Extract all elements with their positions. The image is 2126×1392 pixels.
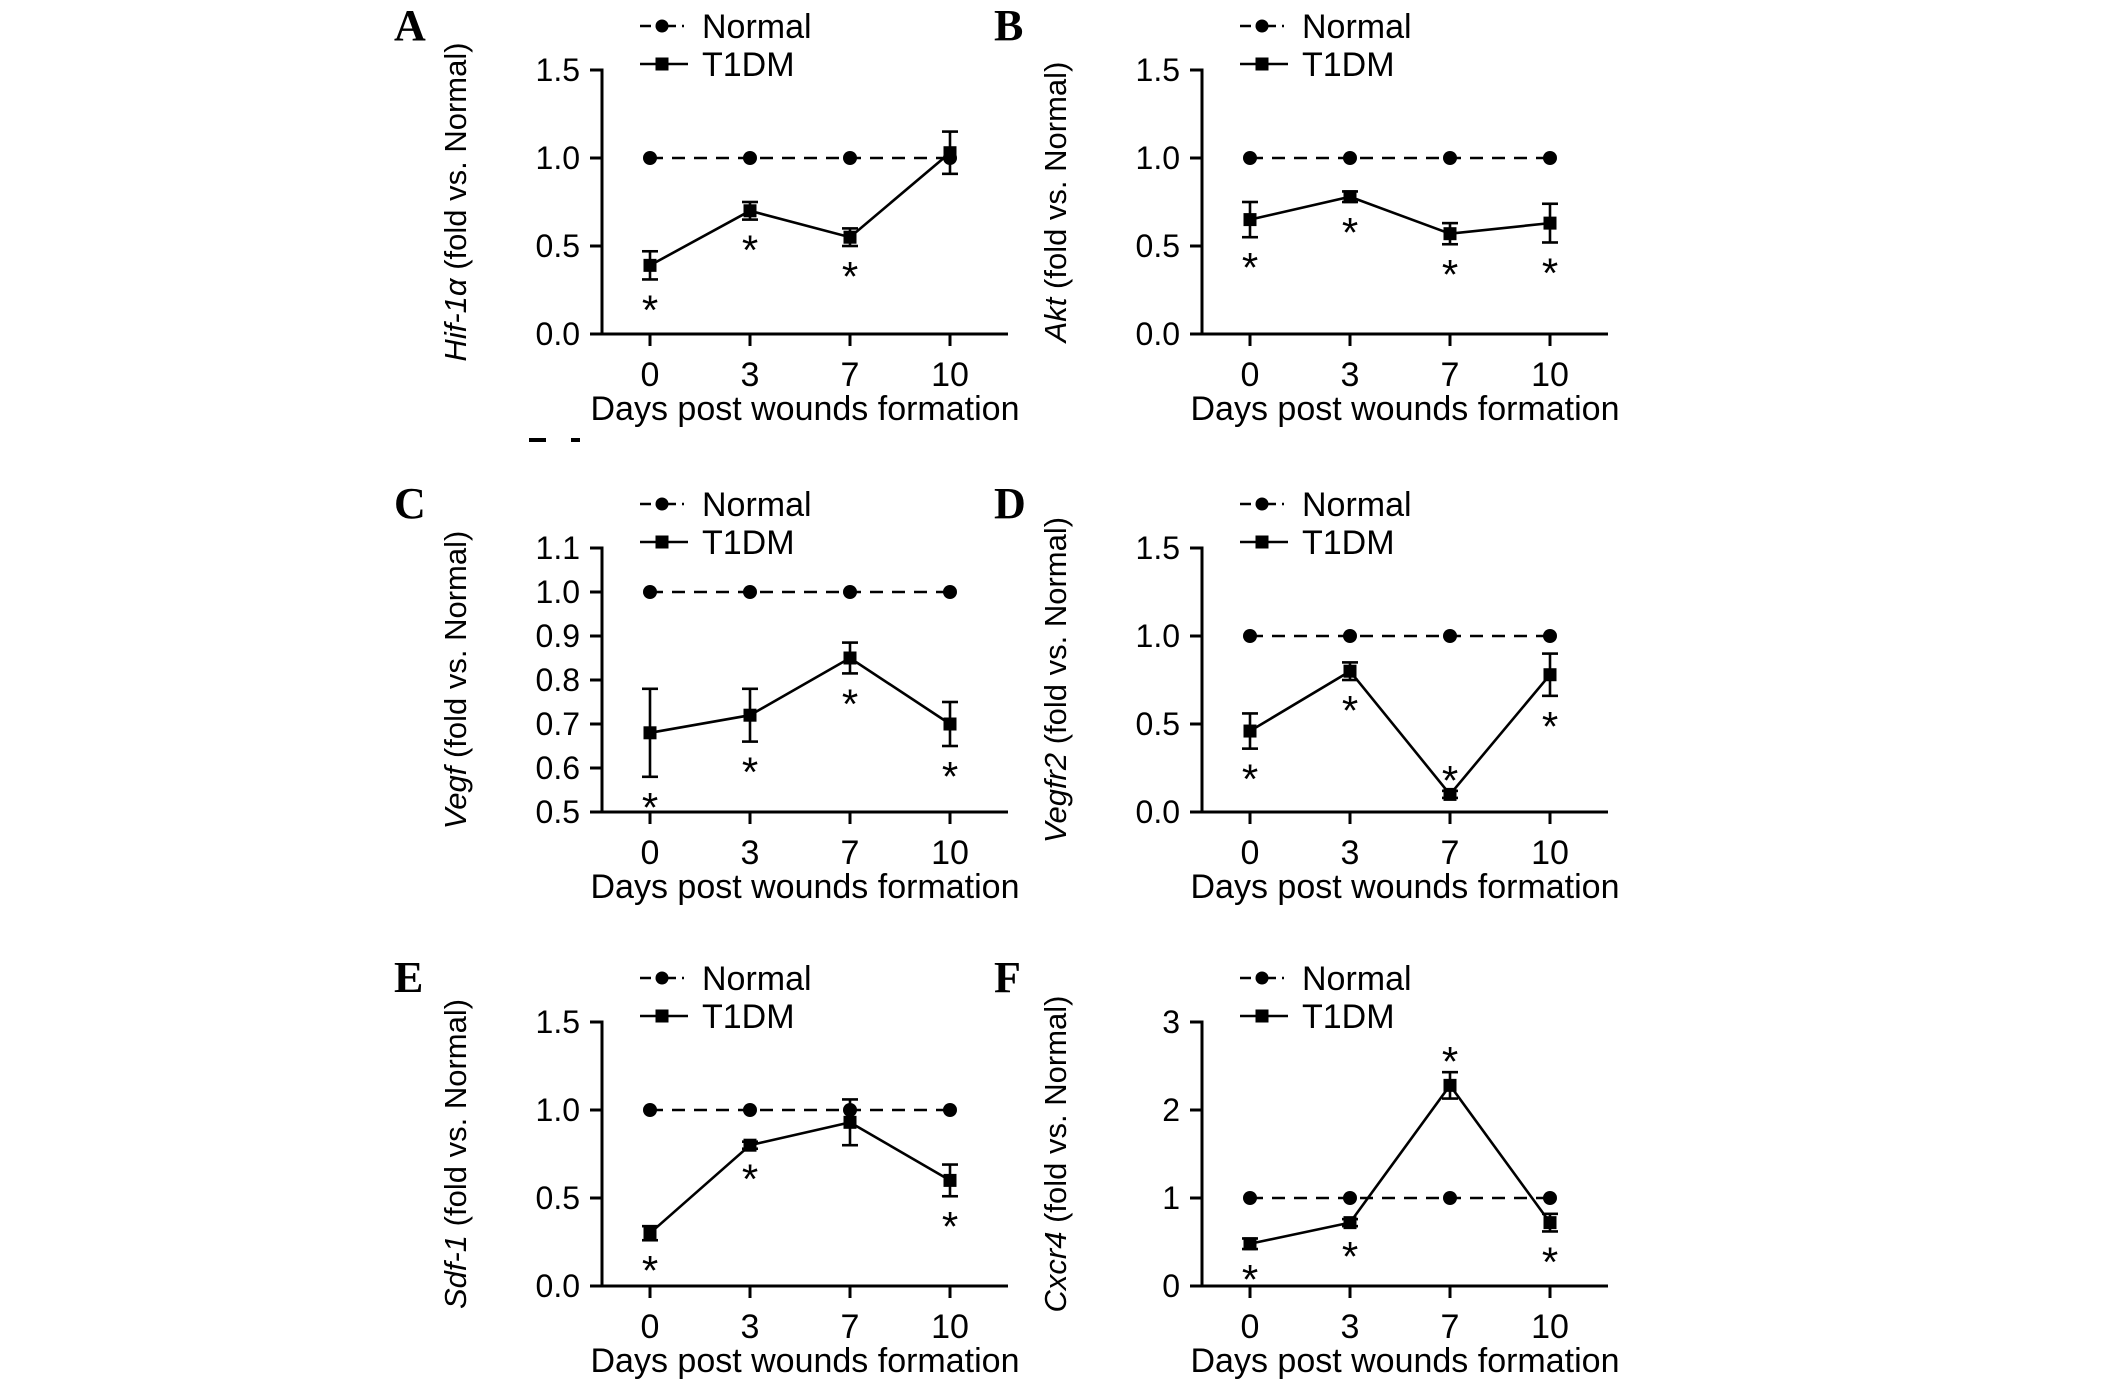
- x-tick-label: 0: [1240, 834, 1260, 872]
- legend-label: Normal: [702, 486, 812, 524]
- data-point-circle: [1443, 1191, 1457, 1205]
- data-point-square: [1244, 1237, 1257, 1250]
- significance-asterisk: *: [1441, 756, 1459, 804]
- significance-asterisk: *: [1241, 244, 1259, 292]
- legend-label: Normal: [702, 8, 812, 46]
- legend: [1240, 8, 1412, 84]
- significance-asterisk: *: [641, 783, 659, 831]
- x-axis-label: Days post wounds formation: [590, 1342, 1020, 1380]
- x-tick-label: 3: [1340, 356, 1360, 394]
- data-point-square: [644, 259, 657, 272]
- data-point-square: [1544, 668, 1557, 681]
- x-tick-label: 0: [640, 356, 660, 394]
- y-tick-label: 1.0: [535, 140, 580, 176]
- series-line: [650, 1122, 950, 1233]
- legend-square-marker: [1256, 536, 1269, 549]
- x-axis-label: Days post wounds formation: [1190, 390, 1620, 428]
- series-normal: [1243, 151, 1557, 165]
- y-tick-label: 1.0: [535, 574, 580, 610]
- data-point-circle: [1243, 151, 1257, 165]
- significance-asterisk: *: [941, 1203, 959, 1251]
- panel-f: [990, 952, 1690, 1392]
- data-point-circle: [943, 585, 957, 599]
- data-point-circle: [1543, 151, 1557, 165]
- x-tick-label: 0: [1240, 356, 1260, 394]
- legend: [1240, 960, 1412, 1036]
- y-tick-label: 1.0: [535, 1092, 580, 1128]
- x-axis-label: Days post wounds formation: [1190, 868, 1620, 906]
- data-point-square: [1444, 227, 1457, 240]
- series-t1dm: [1242, 1038, 1558, 1303]
- data-point-circle: [1243, 1191, 1257, 1205]
- y-tick-label: 2: [1162, 1092, 1180, 1128]
- data-point-circle: [1343, 1191, 1357, 1205]
- data-point-circle: [643, 585, 657, 599]
- legend-label: Normal: [1302, 486, 1412, 524]
- x-axis-label: Days post wounds formation: [590, 390, 1020, 428]
- data-point-square: [844, 1116, 857, 1129]
- x-tick-label: 0: [1240, 1308, 1260, 1346]
- series-t1dm: [1242, 654, 1558, 804]
- series-line: [1250, 671, 1550, 794]
- data-point-circle: [643, 151, 657, 165]
- y-axis-label: Akt (fold vs. Normal): [1038, 61, 1073, 343]
- data-point-circle: [1443, 151, 1457, 165]
- series-line: [1250, 1085, 1550, 1243]
- legend-label: T1DM: [1302, 998, 1395, 1036]
- significance-asterisk: *: [741, 1155, 759, 1203]
- y-tick-label: 0.9: [535, 618, 580, 654]
- data-point-circle: [743, 1103, 757, 1117]
- legend-label: Normal: [1302, 960, 1412, 998]
- significance-asterisk: *: [641, 286, 659, 334]
- data-point-square: [644, 1227, 657, 1240]
- y-tick-label: 0.5: [1135, 228, 1180, 264]
- x-tick-label: 7: [840, 1308, 860, 1346]
- x-tick-label: 7: [840, 356, 860, 394]
- y-tick-label: 0.6: [535, 750, 580, 786]
- legend-circle-marker: [656, 972, 669, 985]
- legend-circle-marker: [656, 20, 669, 33]
- y-tick-label: 0.5: [535, 228, 580, 264]
- chart-vegfr2: [990, 478, 1690, 952]
- data-point-circle: [843, 585, 857, 599]
- chart-cxcr4: [990, 952, 1690, 1392]
- data-point-square: [744, 1139, 757, 1152]
- data-point-circle: [1343, 151, 1357, 165]
- y-tick-label: 0.5: [535, 1180, 580, 1216]
- panel-e: [390, 952, 1090, 1392]
- data-point-circle: [743, 151, 757, 165]
- x-tick-label: 3: [1340, 1308, 1360, 1346]
- data-point-circle: [1543, 1191, 1557, 1205]
- x-tick-label: 10: [1531, 356, 1569, 394]
- y-tick-label: 1: [1162, 1180, 1180, 1216]
- y-tick-label: 1.5: [535, 1004, 580, 1040]
- chart-sdf1: [390, 952, 1090, 1392]
- y-axis-label: Hif-1α (fold vs. Normal): [438, 42, 473, 362]
- series-line: [1250, 197, 1550, 234]
- panel-label: E: [394, 953, 424, 1002]
- y-axis-label: Vegfr2 (fold vs. Normal): [1038, 516, 1073, 844]
- y-tick-label: 0.5: [1135, 706, 1180, 742]
- series-normal: [1243, 1191, 1557, 1205]
- chart-akt: [990, 0, 1690, 474]
- y-tick-label: 0.0: [535, 1268, 580, 1304]
- significance-asterisk: *: [1241, 755, 1259, 803]
- x-tick-label: 3: [1340, 834, 1360, 872]
- x-tick-label: 3: [740, 1308, 760, 1346]
- data-point-square: [1544, 217, 1557, 230]
- panel-label: F: [994, 953, 1021, 1002]
- x-tick-label: 0: [640, 834, 660, 872]
- axes: [601, 69, 1009, 335]
- chart-hif1a: [390, 0, 1090, 474]
- data-point-square: [644, 726, 657, 739]
- panel-label: D: [994, 479, 1026, 528]
- data-point-square: [744, 709, 757, 722]
- series-normal: [643, 151, 957, 165]
- y-tick-label: 3: [1162, 1004, 1180, 1040]
- x-tick-label: 10: [931, 356, 969, 394]
- legend: [640, 8, 812, 84]
- data-point-circle: [1543, 629, 1557, 643]
- x-tick-label: 3: [740, 834, 760, 872]
- legend-square-marker: [1256, 58, 1269, 71]
- series-normal: [643, 585, 957, 599]
- data-point-circle: [1443, 629, 1457, 643]
- series-normal: [1243, 629, 1557, 643]
- panel-c: [390, 478, 1090, 952]
- legend-square-marker: [1256, 1010, 1269, 1023]
- data-point-square: [844, 231, 857, 244]
- y-tick-label: 0: [1162, 1268, 1180, 1304]
- legend-label: T1DM: [1302, 46, 1395, 84]
- y-tick-label: 1.0: [1135, 140, 1180, 176]
- panel-d: [990, 478, 1690, 952]
- y-tick-label: 1.0: [1135, 618, 1180, 654]
- x-tick-label: 10: [1531, 834, 1569, 872]
- y-tick-label: 0.0: [1135, 794, 1180, 830]
- x-tick-label: 7: [840, 834, 860, 872]
- data-point-circle: [1343, 629, 1357, 643]
- legend-square-marker: [656, 58, 669, 71]
- x-tick-label: 10: [1531, 1308, 1569, 1346]
- x-tick-label: 7: [1440, 834, 1460, 872]
- series-line: [650, 658, 950, 733]
- data-point-square: [744, 204, 757, 217]
- x-tick-label: 10: [931, 834, 969, 872]
- data-point-circle: [1243, 629, 1257, 643]
- y-axis-label: Sdf-1 (fold vs. Normal): [438, 998, 473, 1310]
- series-normal: [643, 1103, 957, 1117]
- y-tick-label: 0.0: [1135, 316, 1180, 352]
- significance-asterisk: *: [741, 226, 759, 274]
- series-t1dm: [1242, 190, 1558, 298]
- significance-asterisk: *: [1341, 1233, 1359, 1281]
- data-point-square: [944, 718, 957, 731]
- y-tick-label: 1.5: [1135, 52, 1180, 88]
- y-tick-label: 0.0: [535, 316, 580, 352]
- x-tick-label: 10: [931, 1308, 969, 1346]
- legend-label: Normal: [702, 960, 812, 998]
- legend: [640, 486, 812, 562]
- legend-label: Normal: [1302, 8, 1412, 46]
- legend-label: T1DM: [702, 46, 795, 84]
- legend-label: T1DM: [702, 524, 795, 562]
- x-tick-label: 7: [1440, 1308, 1460, 1346]
- panel-label: A: [394, 1, 426, 50]
- chart-vegf: [390, 478, 1090, 952]
- x-tick-label: 3: [740, 356, 760, 394]
- legend-label: T1DM: [702, 998, 795, 1036]
- series-line: [650, 153, 950, 266]
- data-point-square: [1244, 213, 1257, 226]
- y-tick-label: 0.5: [535, 794, 580, 830]
- legend-label: T1DM: [1302, 524, 1395, 562]
- series-t1dm: [642, 1099, 958, 1294]
- significance-asterisk: *: [641, 1247, 659, 1295]
- panel-a: [390, 0, 1090, 474]
- y-tick-label: 1.5: [535, 52, 580, 88]
- significance-asterisk: *: [1541, 702, 1559, 750]
- legend: [640, 960, 812, 1036]
- x-axis-label: Days post wounds formation: [590, 868, 1020, 906]
- y-tick-label: 0.8: [535, 662, 580, 698]
- data-point-square: [1344, 665, 1357, 678]
- legend-circle-marker: [1256, 498, 1269, 511]
- significance-asterisk: *: [1441, 251, 1459, 299]
- data-point-circle: [943, 1103, 957, 1117]
- legend-square-marker: [656, 536, 669, 549]
- panel-b: [990, 0, 1690, 474]
- x-axis-label: Days post wounds formation: [1190, 1342, 1620, 1380]
- x-tick-label: 0: [640, 1308, 660, 1346]
- significance-asterisk: *: [1541, 1238, 1559, 1286]
- significance-asterisk: *: [941, 753, 959, 800]
- significance-asterisk: *: [1241, 1256, 1259, 1304]
- data-point-circle: [843, 151, 857, 165]
- significance-asterisk: *: [1541, 249, 1559, 297]
- legend-circle-marker: [1256, 20, 1269, 33]
- y-tick-label: 0.7: [535, 706, 580, 742]
- legend-circle-marker: [1256, 972, 1269, 985]
- data-point-square: [844, 652, 857, 665]
- x-tick-label: 7: [1440, 356, 1460, 394]
- legend: [1240, 486, 1412, 562]
- legend-circle-marker: [656, 498, 669, 511]
- significance-asterisk: *: [1341, 687, 1359, 734]
- y-axis-label: Cxcr4 (fold vs. Normal): [1038, 995, 1073, 1313]
- significance-asterisk: *: [841, 253, 859, 300]
- series-t1dm: [642, 132, 958, 334]
- legend-square-marker: [656, 1010, 669, 1023]
- significance-asterisk: *: [1341, 209, 1359, 256]
- data-point-square: [1544, 1216, 1557, 1229]
- data-point-circle: [643, 1103, 657, 1117]
- panel-label: C: [394, 479, 426, 528]
- data-point-square: [944, 1174, 957, 1187]
- significance-asterisk: *: [741, 748, 759, 796]
- data-point-circle: [743, 585, 757, 599]
- significance-asterisk: *: [1441, 1038, 1459, 1086]
- y-axis-label: Vegf (fold vs. Normal): [438, 530, 473, 830]
- data-point-square: [1344, 1216, 1357, 1229]
- data-point-square: [1344, 190, 1357, 203]
- y-tick-label: 1.1: [535, 530, 580, 566]
- data-point-square: [1244, 725, 1257, 738]
- y-tick-label: 1.5: [1135, 530, 1180, 566]
- panel-label: B: [994, 1, 1024, 50]
- data-point-square: [944, 146, 957, 159]
- series-t1dm: [642, 643, 958, 831]
- significance-asterisk: *: [841, 680, 859, 728]
